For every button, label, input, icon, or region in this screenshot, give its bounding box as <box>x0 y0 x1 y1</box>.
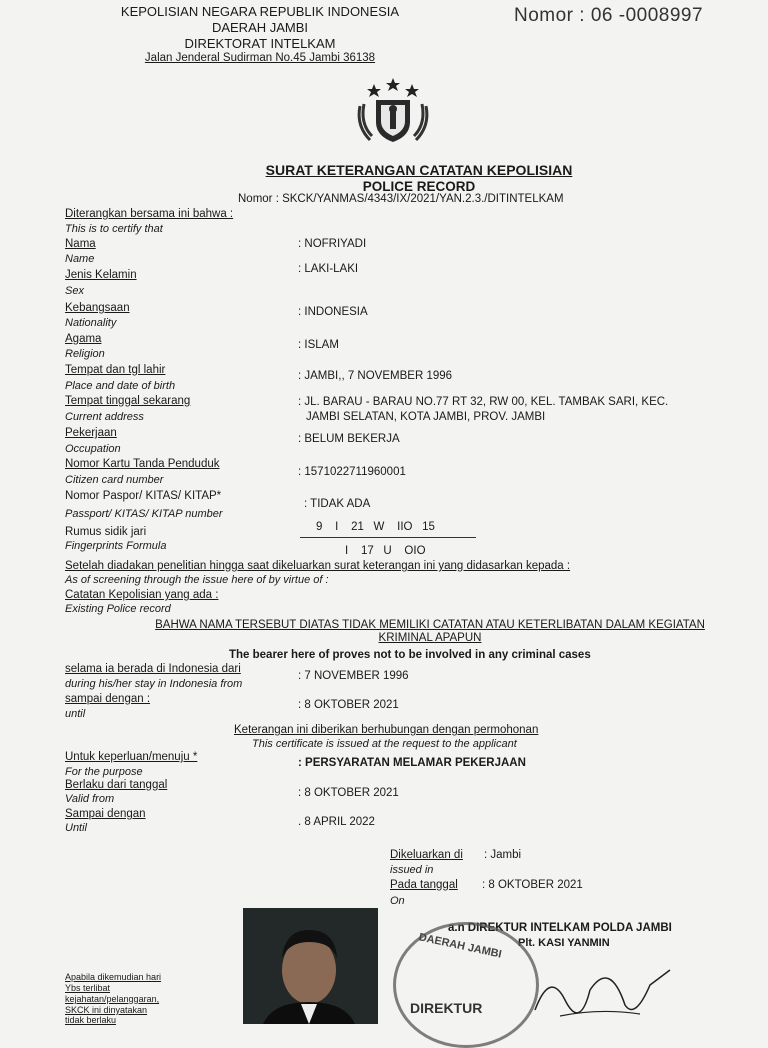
field-passport-label: Nomor Paspor/ KITAS/ KITAP* <box>65 490 222 502</box>
intro-text-en: This is to certify that <box>65 223 163 235</box>
issued-on-label-en: On <box>390 895 405 907</box>
field-nationality-label: Kebangsaan <box>65 302 130 314</box>
note-line-4: SKCK ini dinyatakan <box>65 1005 148 1015</box>
field-nationality-value: : INDONESIA <box>298 306 368 318</box>
field-sex-label-en: Sex <box>65 285 84 297</box>
fingerprint-formula-bottom: I 17 U OIO <box>345 545 426 557</box>
header-region: DAERAH JAMBI <box>211 20 309 35</box>
field-idcard-value: : 1571022711960001 <box>298 466 406 478</box>
note-line-1: Apabila dikemudian hari <box>65 972 162 982</box>
header-directorate: DIREKTORAT INTELKAM <box>184 36 336 51</box>
field-passport-label-en: Passport/ KITAS/ KITAP number <box>65 508 223 520</box>
stay-until-label: sampai dengan : <box>65 693 151 705</box>
field-idcard-label-en: Citizen card number <box>65 474 164 486</box>
police-record-label: Catatan Kepolisian yang ada : <box>65 589 219 601</box>
field-idcard-label: Nomor Kartu Tanda Penduduk <box>65 458 220 470</box>
field-religion-label-en: Religion <box>65 348 105 360</box>
stay-from-label: selama ia berada di Indonesia dari <box>65 663 241 675</box>
issued-at-value: : Jambi <box>484 849 522 861</box>
field-occupation-label-en: Occupation <box>65 443 121 455</box>
field-passport-value: : TIDAK ADA <box>304 498 371 510</box>
field-name-label-en: Name <box>65 253 95 265</box>
request-text-en: This certificate is issued at the request to the applicant <box>252 738 517 750</box>
signature-scribble-icon <box>530 950 680 1024</box>
stay-until-label-en: until <box>65 708 86 720</box>
stay-from-label-en: during his/her stay in Indonesia from <box>65 678 243 690</box>
valid-from-value: : 8 OKTOBER 2021 <box>298 787 399 799</box>
request-text: Keterangan ini diberikan berhubungan dengan permohonan <box>234 724 539 736</box>
valid-from-label: Berlaku dari tanggal <box>65 779 168 791</box>
issued-at-label-en: issued in <box>390 864 434 876</box>
purpose-label: Untuk keperluan/menuju * <box>65 751 198 763</box>
stay-from-value: : 7 NOVEMBER 1996 <box>298 670 409 682</box>
statement-line-1: BAHWA NAMA TERSEBUT DIATAS TIDAK MEMILIKI CATATAN ATAU KETERLIBATAN DALAM KEGIATAN <box>155 619 705 631</box>
signature-subtitle: Plt. KASI YANMIN <box>518 937 610 949</box>
document-number: Nomor : SKCK/YANMAS/4343/IX/2021/YAN.2.3./DITINTELKAM <box>238 193 564 205</box>
header-address: Jalan Jenderal Sudirman No.45 Jambi 36138 <box>144 52 376 64</box>
field-nationality-label-en: Nationality <box>65 317 117 329</box>
screening-text-en: As of screening through the issue here of by virtue of : <box>65 574 329 586</box>
field-occupation-label: Pekerjaan <box>65 427 117 439</box>
stamp-top-text: DAERAH JAMBI <box>417 931 503 961</box>
header-institution: KEPOLISIAN NEGARA REPUBLIK INDONESIA <box>120 4 400 19</box>
field-birth-value: : JAMBI,, 7 NOVEMBER 1996 <box>298 370 453 382</box>
valid-until-label-en: Until <box>65 822 88 834</box>
valid-until-value: . 8 APRIL 2022 <box>298 816 375 828</box>
issued-at-label: Dikeluarkan di <box>390 849 463 861</box>
statement-line-2: KRIMINAL APAPUN <box>378 632 482 644</box>
signature-title: a.n DIREKTUR INTELKAM POLDA JAMBI <box>448 922 672 934</box>
fingerprint-divider <box>300 537 476 538</box>
note-line-2: Ybs terlibat <box>65 983 111 993</box>
screening-text: Setelah diadakan penelitian hingga saat dikeluarkan surat keterangan ini yang didasarkan kepada : <box>65 560 571 572</box>
applicant-portrait-icon <box>243 908 378 1024</box>
field-fingerprint-label-en: Fingerprints Formula <box>65 540 167 552</box>
note-line-3: kejahatan/pelanggaran, <box>65 994 160 1004</box>
stay-until-value: : 8 OKTOBER 2021 <box>298 699 399 711</box>
field-address-label: Tempat tinggal sekarang <box>65 395 191 407</box>
purpose-label-en: For the purpose <box>65 766 143 778</box>
statement-en: The bearer here of proves not to be involved in any criminal cases <box>229 649 591 661</box>
issued-on-label: Pada tanggal <box>390 879 458 891</box>
document-title: SURAT KETERANGAN CATATAN KEPOLISIAN <box>265 162 573 178</box>
field-name-value: : NOFRIYADI <box>298 238 367 250</box>
police-record-label-en: Existing Police record <box>65 603 171 615</box>
valid-until-label: Sampai dengan <box>65 808 146 820</box>
field-sex-label: Jenis Kelamin <box>65 269 137 281</box>
serial-number: Nomor : 06 -0008997 <box>514 5 704 26</box>
field-address-value-2: JAMBI SELATAN, KOTA JAMBI, PROV. JAMBI <box>306 411 546 423</box>
field-address-value: : JL. BARAU - BARAU NO.77 RT 32, RW 00, KEL. TAMBAK SARI, KEC. <box>298 396 669 408</box>
purpose-value: : PERSYARATAN MELAMAR PEKERJAAN <box>298 757 526 769</box>
police-emblem-icon <box>350 76 436 148</box>
stamp-text: DIREKTUR <box>410 1000 483 1016</box>
field-sex-value: : LAKI-LAKI <box>298 263 359 275</box>
document-title-en: POLICE RECORD <box>362 179 476 194</box>
field-occupation-value: : BELUM BEKERJA <box>298 433 400 445</box>
applicant-photo <box>243 908 378 1024</box>
field-religion-value: : ISLAM <box>298 339 339 351</box>
field-birth-label: Tempat dan tgl lahir <box>65 364 166 376</box>
field-address-label-en: Current address <box>65 411 144 423</box>
field-birth-label-en: Place and date of birth <box>65 380 176 392</box>
valid-from-label-en: Valid from <box>65 793 115 805</box>
intro-text: Diterangkan bersama ini bahwa : <box>65 208 234 220</box>
note-line-5: tidak berlaku <box>65 1015 117 1025</box>
field-religion-label: Agama <box>65 333 102 345</box>
field-fingerprint-label: Rumus sidik jari <box>65 526 147 538</box>
issued-on-value: : 8 OKTOBER 2021 <box>482 879 583 891</box>
field-name-label: Nama <box>65 238 96 250</box>
fingerprint-formula-top: 9 I 21 W IIO 15 <box>316 521 435 533</box>
